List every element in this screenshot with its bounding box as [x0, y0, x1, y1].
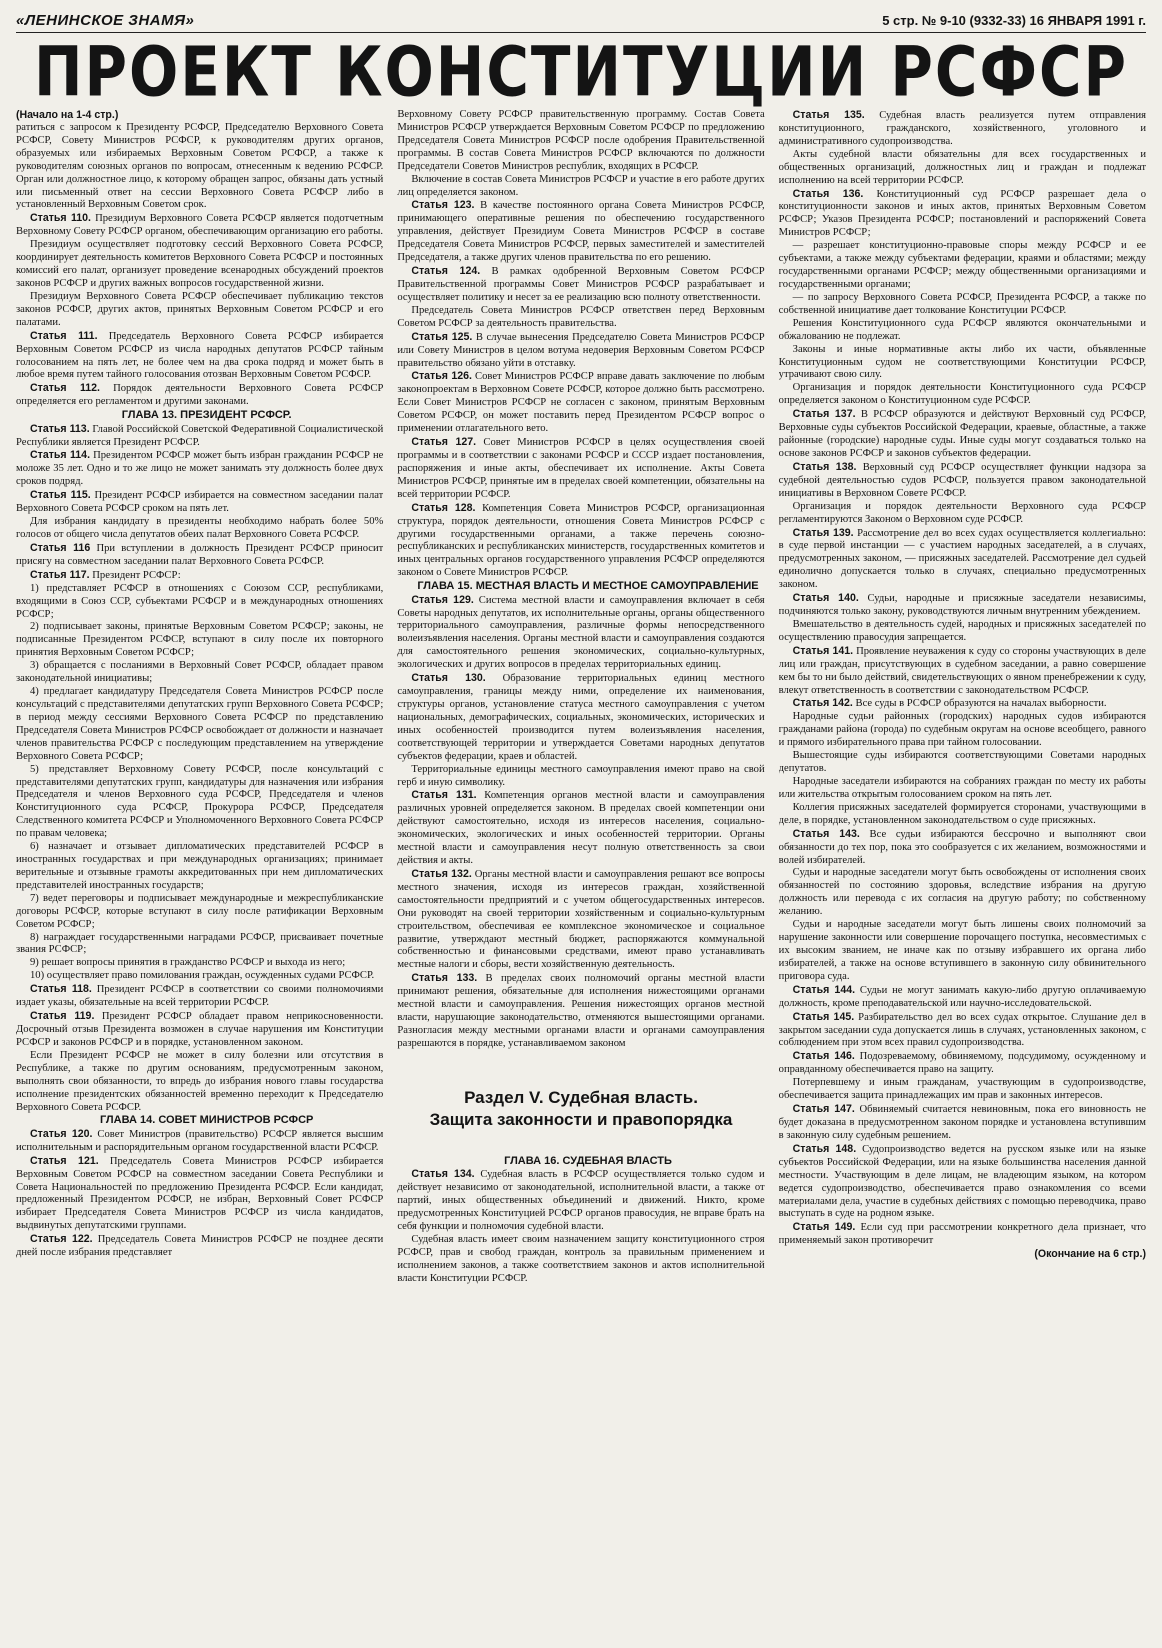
list-item: 10) осуществляет право помилования граждан, осужденных судами РСФСР. — [30, 970, 375, 982]
paragraph: Верховному Совету РСФСР правительственную программу. Состав Совета Министров РСФСР утверждается Верховным Советом РСФСР по предложению Председателя Совета Министров РСФСР после одобрения Правительственной программы. В состав Совета Министров РСФСР включаются по должности Председатели Советов Министров республик, входящих в РСФСР. — [397, 109, 765, 172]
paragraph: Судьи и народные заседатели могут быть лишены своих полномочий за нарушение законности или совершение порочащего поступка, несовместимых с их высоким званием, не иначе как по отзыву избравшего их органа либо избирателей, а также на основе вступившего в законную силу обвинительного приговора суда. — [778, 919, 1146, 982]
article-120: Статья 120. Совет Министров (правительство) РСФСР является высшим исполнительным и распорядительным органом государственной власти РСФСР. — [16, 1127, 384, 1153]
list-item: 4) предлагает кандидатуру Председателя Совета Министров РСФСР после консультаций с представителями депутатских групп Верховного Совета РСФСР; в период между сессиями Верховного Совета РСФСР по представлению Председателя Совета Министров РСФСР освобождает от должности и назначает членов правительства РСФСР с последующим представлением на утверждение Верховного Совета РСФСР; — [16, 686, 384, 762]
article-135: Статья 135. Судебная власть реализуется путем отправления конституционного, гражданского, хозяйственного, уголовного и административного судопроизводства. — [778, 109, 1146, 147]
paper-name: «ЛЕНИНСКОЕ ЗНАМЯ» — [16, 12, 195, 29]
column-1 — [16, 109, 383, 1644]
paragraph: Председатель Совета Министров РСФСР ответствен перед Верховным Советом РСФСР за деятельность правительства. — [397, 304, 765, 329]
list-item: 7) ведет переговоры и подписывает международные и межреспубликанские договоры РСФСР, которые вступают в силу после ратификации Верховным Советом РСФСР; — [16, 892, 384, 930]
section-title-line-1: Раздел V. Судебная власть. — [464, 1087, 698, 1107]
article-124: Статья 124. В рамках одобренной Верховным Советом РСФСР Правительственной программы Совет Министров РСФСР разрабатывает и осуществляет политику и несет за ее реализацию всю полноту ответственности. — [397, 265, 765, 303]
article-118: Статья 118. Президент РСФСР в соответствии со своими полномочиями издает указы, обязательные на всей территории РСФСР. — [16, 983, 384, 1009]
article-143: Статья 143. Все судьи избираются бессрочно и выполняют свои обязанности до тех пор, пока это сообразуется с их желанием, возможностями и волей избирателей. — [778, 827, 1146, 866]
masthead — [16, 12, 1146, 33]
paragraph: Организация и порядок деятельности Верховного суда РСФСР регламентируются Законом о Верховном суде РСФСР. — [778, 500, 1146, 525]
article-131: Статья 131. Компетенция органов местной власти и самоуправления различных уровней определяется законом. В пределах своей компетенции они действуют самостоятельно, исходя из интересов населения, социально-экономических, экологических и иных особенностей территории. Органы местной власти и самоуправления несут полную ответственность за свои действия и акты. — [397, 789, 765, 867]
article-129: Статья 129. Система местной власти и самоуправления включает в себя Советы народных депутатов, их исполнительные органы, органы общественного территориального самоуправления, различные формы непосредственного волеизъявления населения. Органы местной власти и самоуправления создаются для самостоятельного решения экономических, социально-культурных, экологических и других вопросов в пределах территориальных единиц. — [397, 593, 765, 671]
paragraph: Организация и порядок деятельности Конституционного суда РСФСР определяется законом о Конституционном суде РСФСР. — [778, 382, 1146, 407]
paragraph: Судьи и народные заседатели могут быть освобождены от исполнения своих обязанностей по состоянию здоровья, вследствие избрания на другую должность или перевода с их согласия на другую работу; по собственному желанию. — [778, 867, 1146, 918]
paragraph: Территориальные единицы местного самоуправления имеют право на свой герб и иную символику. — [397, 763, 765, 788]
article-122: Статья 122. Председатель Совета Министров РСФСР не позднее десяти дней после избрания представляет — [16, 1233, 384, 1259]
continued-on-note: (Окончание на 6 стр.) — [1034, 1248, 1146, 1261]
list-item: 1) представляет РСФСР в отношениях с Союзом ССР, республиками, входящими в Союз ССР, субъектами РСФСР и в международных отношениях РСФСР; — [16, 582, 384, 620]
paragraph: Для избрания кандидату в президенты необходимо набрать более 50% голосов от общего числа депутатов обеих палат Верховного Совета РСФСР. — [16, 516, 384, 540]
article-114: Статья 114. Президентом РСФСР может быть избран гражданин РСФСР не моложе 35 лет. Одно и то же лицо не может занимать эту должность более двух сроков подряд. — [16, 449, 384, 488]
article-112: Статья 112. Порядок деятельности Верховного Совета РСФСР определяется его регламентом и другими законами. — [16, 382, 384, 408]
article-130: Статья 130. Образование территориальных единиц местного самоуправления, границы между ними, определение их наименования, структуры органов, установление статуса местного самоуправления с учетом национальных, демографических, социальных, экономических, исторических и иных особенностей производится путем волеизъявления населения, соответствующей территории и утверждается Советами народных депутатов субъектов федерации, краев и областей. — [397, 672, 765, 762]
list-item: 6) назначает и отзывает дипломатических представителей РСФСР в иностранных государствах и при международных организациях; принимает верительные и отзывные грамоты аккредитованных при нем дипломатических представителей иностранных государств; — [16, 841, 384, 891]
paragraph: Вышестоящие суды избираются соответствующими Советами народных депутатов. — [778, 750, 1146, 775]
article-144: Статья 144. Судьи не могут занимать какую-либо другую оплачиваемую должность, кроме преподавательской или научно-исследовательской. — [778, 983, 1146, 1009]
paragraph: Народные заседатели избираются на собраниях граждан по месту их работы или жительства открытым голосованием сроком на пять лет. — [778, 776, 1146, 800]
chapter-15-heading: ГЛАВА 15. МЕСТНАЯ ВЛАСТЬ И МЕСТНОЕ САМОУПРАВЛЕНИЕ — [417, 580, 759, 593]
paragraph: Включение в состав Совета Министров РСФСР и участие в его работе других лиц определяется законом. — [397, 173, 765, 198]
article-149: Статья 149. Если суд при рассмотрении конкретного дела признает, что применяемый закон противоречит — [778, 1221, 1146, 1247]
article-127: Статья 127. Совет Министров РСФСР в целях осуществления своей программы и в соответствии с законами РСФСР и СССР издает постановления, распоряжения и иные акты, обеспечивает их исполнение. Акты Совета Министров РСФСР, принятые им в пределах своей компетенции, обязательны на всей территории РСФСР. — [397, 436, 765, 500]
continued-note: (Начало на 1-4 стр.) — [16, 109, 119, 121]
article-148: Статья 148. Судопроизводство ведется на русском языке или на языке субъектов Российской Федерации, или на языке большинства населения данной местности. Участвующим в деле лицам, не владеющим языком, на котором ведется судопроизводство, обеспечивается право ознакомления со всеми материалами дела, участие в судебных действиях с помощью переводчика, право выступать в суде на родном языке. — [778, 1142, 1146, 1220]
paragraph: Потерпевшему и иным гражданам, участвующим в судопроизводстве, обеспечивается защита принадлежащих им прав и законных интересов. — [778, 1077, 1146, 1102]
article-125: Статья 125. В случае вынесения Председателю Совета Министров РСФСР или Совету Министров в целом вотума недоверия Верховным Советом РСФСР правительство обязано уйти в отставку. — [397, 330, 765, 369]
issue-info: 5 стр. № 9-10 (9332-33) 16 ЯНВАРЯ 1991 г. — [882, 13, 1146, 28]
article-110: Статья 110. Президиум Верховного Совета РСФСР является подотчетным Верховному Совету РСФСР органом, обеспечивающим организацию его работы. — [16, 212, 384, 238]
article-116: Статья 116 При вступлении в должность Президент РСФСР приносит присягу на совместном заседании палат Верховного Совета РСФСР. — [16, 541, 384, 567]
paragraph: Президиум Верховного Совета РСФСР обеспечивает публикацию текстов законов РСФСР, других актов, принятых Верховным Советом РСФСР и его палатами. — [16, 290, 384, 328]
chapter-16-heading: ГЛАВА 16. СУДЕБНАЯ ВЛАСТЬ — [504, 1155, 672, 1168]
article-134: Статья 134. Судебная власть в РСФСР осуществляется только судом и действует независимо от законодательной, исполнительной власти, а также от партий, иных общественных объединений и движений. Никто, кроме предусмотренных Конституцией РСФСР органов правосудия, не вправе брать на себя функции и полномочия судебной власти. — [397, 1168, 765, 1233]
paragraph: Президиум осуществляет подготовку сессий Верховного Совета РСФСР, координирует деятельность комитетов Верховного Совета РСФСР и постоянных комиссий его палат, организует проведение всенародных обсуждений проектов законов РСФСР и других важных вопросов государственной жизни. — [16, 239, 384, 289]
article-123: Статья 123. В качестве постоянного органа Совета Министров РСФСР, принимающего оперативные решения по обеспечению государственного управления, действует Президиум Совета Министров РСФСР в составе Председателя Совета Министров РСФСР, первых заместителей и заместителей Председателя, а также других членов правительства по его решению. — [397, 199, 765, 264]
article-147: Статья 147. Обвиняемый считается невиновным, пока его виновность не будет доказана в предусмотренном законом порядке и установлена вступившим в законную силу судебным решением. — [778, 1103, 1146, 1141]
paragraph: Судебная власть имеет своим назначением защиту конституционного строя РСФСР, прав и свобод граждан, контроль за правильным применением и исполнением законов, а также соответствием законов и актов исполнительной власти Конституции РСФСР. — [397, 1234, 765, 1284]
section-title-line-2: Защита законности и правопорядка — [429, 1109, 733, 1129]
article-121: Статья 121. Председатель Совета Министров РСФСР избирается Верховным Советом РСФСР на совместном заседании Совета Республики и Совета Национальностей по предложению Президента РСФСР. Если кандидат, предложенный Президентом РСФСР, не избран, Верховный Совет РСФСР избирает Председателя Совета Министров РСФСР из числа кандидатов, выдвинутых депутатскими группами. — [16, 1154, 384, 1232]
article-115: Статья 115. Президент РСФСР избирается на совместном заседании палат Верховного Совета РСФСР сроком на пять лет. — [16, 489, 384, 515]
article-140: Статья 140. Судьи, народные и присяжные заседатели независимы, подчиняются только закону, руководствуются личным внутренним убеждением. — [778, 592, 1146, 618]
paragraph: Акты судебной власти обязательны для всех государственных и общественных организаций, должностных лиц и граждан и подлежат исполнению на всей территории РСФСР. — [778, 148, 1146, 186]
paragraph: Законы и иные нормативные акты либо их части, объявленные Конституционным судом не соответствующими Конституции РСФСР, утрачивают свою силу. — [778, 343, 1146, 381]
article-139: Статья 139. Рассмотрение дел во всех судах осуществляется коллегиально: в суде первой инстанции — с участием народных заседателей, а в случаях, предусмотренных законом, — присяжных заседателей. Рассмотрение дел судьей единолично допускается только в случаях, специально предусмотренных законом. — [778, 526, 1146, 591]
article-138: Статья 138. Верховный суд РСФСР осуществляет функции надзора за судебной деятельностью судов РСФСР, пользуется правом законодательной инициативы в Верховном Совете РСФСР. — [778, 460, 1146, 499]
paragraph: — разрешает конституционно-правовые споры между РСФСР и ее субъектами, а также между субъектами федерации, краями и областями; между государственными органами РСФСР; между общественными организациями и государственными органами; — [778, 240, 1146, 290]
article-133: Статья 133. В пределах своих полномочий органы местной власти принимают решения, обязательные для исполнения нижестоящими органами местной власти и самоуправления. Решения нижестоящих органов местной власти, нарушающие законодательство, отменяются вышестоящими органами. Разногласия между местными органами власти и органами самоуправления разрешаются в порядке, устанавливаемом законом — [397, 972, 765, 1049]
paragraph: Вмешательство в деятельность судей, народных и присяжных заседателей по осуществлению правосудия запрещается. — [778, 618, 1146, 643]
article-126: Статья 126. Совет Министров РСФСР вправе давать заключение по любым законопроектам в Верховном Совете РСФСР, которое должно быть рассмотрено. Если Совет Министров РСФСР не согласен с законом, принятым Верховным Советом РСФСР, он может поставить перед Президентом РСФСР вопрос о применении отлагательного вето. — [397, 370, 765, 435]
article-117: Статья 117. Президент РСФСР: — [30, 568, 181, 581]
section-5-heading — [397, 1087, 764, 1131]
column-3 — [779, 109, 1146, 1644]
paragraph: Коллегия присяжных заседателей формируется сторонами, участвующими в деле, в порядке, установленном законодательством о суде присяжных. — [778, 801, 1146, 826]
list-item: 8) награждает государственными наградами РСФСР, присваивает почетные звания РСФСР; — [16, 931, 384, 956]
article-145: Статья 145. Разбирательство дел во всех судах открытое. Слушание дел в закрытом заседании суда допускается лишь в случаях, установленных законом, с соблюдением при этом всех правил судопроизводства. — [778, 1010, 1146, 1049]
list-item: 3) обращается с посланиями в Верховный Совет РСФСР, обладает правом законодательной инициативы; — [16, 660, 384, 685]
article-columns — [16, 109, 1146, 1644]
paragraph: Если Президент РСФСР не может в силу болезни или отсутствия в Республике, а также по другим основаниям, предусмотренным законом, выполнять свои обязанности, то впредь до избрания нового главы государства исполнение президентских обязанностей временно переходит к Председателю Верховного Совета РСФСР. — [16, 1049, 384, 1113]
paragraph: ратиться с запросом к Президенту РСФСР, Председателю Верховного Совета РСФСР, Совету Министров РСФСР, к руководителям других органов, образуемых или избираемых Верховным Советом РСФСР, а также к руководителям союзных органов по вопросам, отнесенным к ведению РСФСР. Орган или должностное лицо, к которому обращен запрос, обязаны дать устный или письменный ответ на сессии Верховного Совета РСФСР либо в установленный Верховным Советом срок. — [16, 121, 384, 211]
paragraph: Решения Конституционного суда РСФСР являются окончательными и обжалованию не подлежат. — [778, 317, 1146, 342]
paragraph: — по запросу Верховного Совета РСФСР, Президента РСФСР, а также по собственной инициативе дает толкование Конституции РСФСР. — [778, 291, 1146, 316]
article-146: Статья 146. Подозреваемому, обвиняемому, подсудимому, осужденному и оправданному обеспечивается право на защиту. — [778, 1050, 1146, 1076]
article-132: Статья 132. Органы местной власти и самоуправления решают все вопросы местного значения, исходя из интересов граждан, хозяйственной самостоятельности предприятий и с учетом общегосударственных интересов. Они руководят на своей территории хозяйственным и социально-культурным строительством, обеспечивая ее комплексное экономическое и социальное развитие, утверждают местный бюджет, распоряжаются коммунальной собственностью и финансовыми средствами, имеют право устанавливать местные налоги и сборы, вести хозяйственную деятельность. — [397, 867, 765, 971]
article-142: Статья 142. Все суды в РСФСР образуются на началах выборности. — [792, 697, 1107, 710]
chapter-14-heading: ГЛАВА 14. СОВЕТ МИНИСТРОВ РСФСР — [99, 1114, 314, 1127]
article-141: Статья 141. Проявление неуважения к суду со стороны участвующих в деле лиц или граждан, присутствующих в судебном заседании, а равно совершение кем бы то ни было действий, свидетельствующих о явном пренебрежении к суду, влекут ответственность в соответствии с законодательством РСФСР. — [778, 644, 1146, 696]
list-item: 9) решает вопросы принятия в гражданство РСФСР и выхода из него; — [30, 957, 346, 969]
column-2 — [397, 109, 764, 1644]
article-111: Статья 111. Председатель Верховного Совета РСФСР избирается Верховным Советом РСФСР из числа народных депутатов РСФСР тайным голосованием на пять лет, не более чем на два срока подряд и может быть в любое время путем тайного голосования отозван Верховным Советом РСФСР. — [16, 329, 384, 381]
chapter-13-heading: ГЛАВА 13. ПРЕЗИДЕНТ РСФСР. — [121, 409, 292, 422]
article-113: Статья 113. Главой Российской Советской Федеративной Социалистической Республики является Президент РСФСР. — [16, 422, 384, 448]
article-119: Статья 119. Президент РСФСР обладает правом неприкосновенности. Досрочный отзыв Президента возможен в случае нарушения им Конституции РСФСР и законов РСФСР и в порядке, установленном законом. — [16, 1010, 384, 1048]
list-item: 2) подписывает законы, принятые Верховным Советом РСФСР; законы, не подписанные Президентом РСФСР, вступают в силу после их повторного принятия Верховным Советом РСФСР; — [16, 621, 384, 659]
article-136: Статья 136. Конституционный суд РСФСР разрешает дела о конституционности законов и иных актов, принятых Верховным Советом РСФСР; Указов Президента РСФСР; постановлений и распоряжений Совета Министров РСФСР; — [778, 187, 1146, 239]
page-headline: ПРОЕКТ КОНСТИТУЦИИ РСФСР — [33, 31, 1129, 113]
paragraph: Народные судьи районных (городских) народных судов избираются гражданами района (города) по судебным округам на основе всеобщего, равного и прямого избирательного права при тайном голосовании. — [778, 711, 1146, 749]
list-item: 5) представляет Верховному Совету РСФСР, после консультаций с представителями депутатских групп, кандидатуры для назначения или избрания Председателя и членов Верховного суда РСФСР, Председателя и членов Конституционного суда РСФСР, Прокурора РСФСР, Председателя Следственного комитета РСФСР и Уполномоченного Верховного Совета РСФСР по правам человека; — [16, 763, 384, 840]
article-128: Статья 128. Компетенция Совета Министров РСФСР, организационная структура, порядок деятельности, отношения Совета Министров РСФСР с другими государственными органами, а также перечень союзно-республиканских и республиканских министерств, государственных комитетов и иных центральных органов государственного управления РСФСР определяются законом о Совете Министров РСФСР. — [397, 501, 765, 579]
article-137: Статья 137. В РСФСР образуются и действуют Верховный суд РСФСР, Верховные суды субъектов Российской Федерации, краевые, областные, а также районные (городские) народные суды. Иные суды могут создаваться только на основе законов РСФСР и законов субъектов федерации. — [778, 408, 1146, 459]
